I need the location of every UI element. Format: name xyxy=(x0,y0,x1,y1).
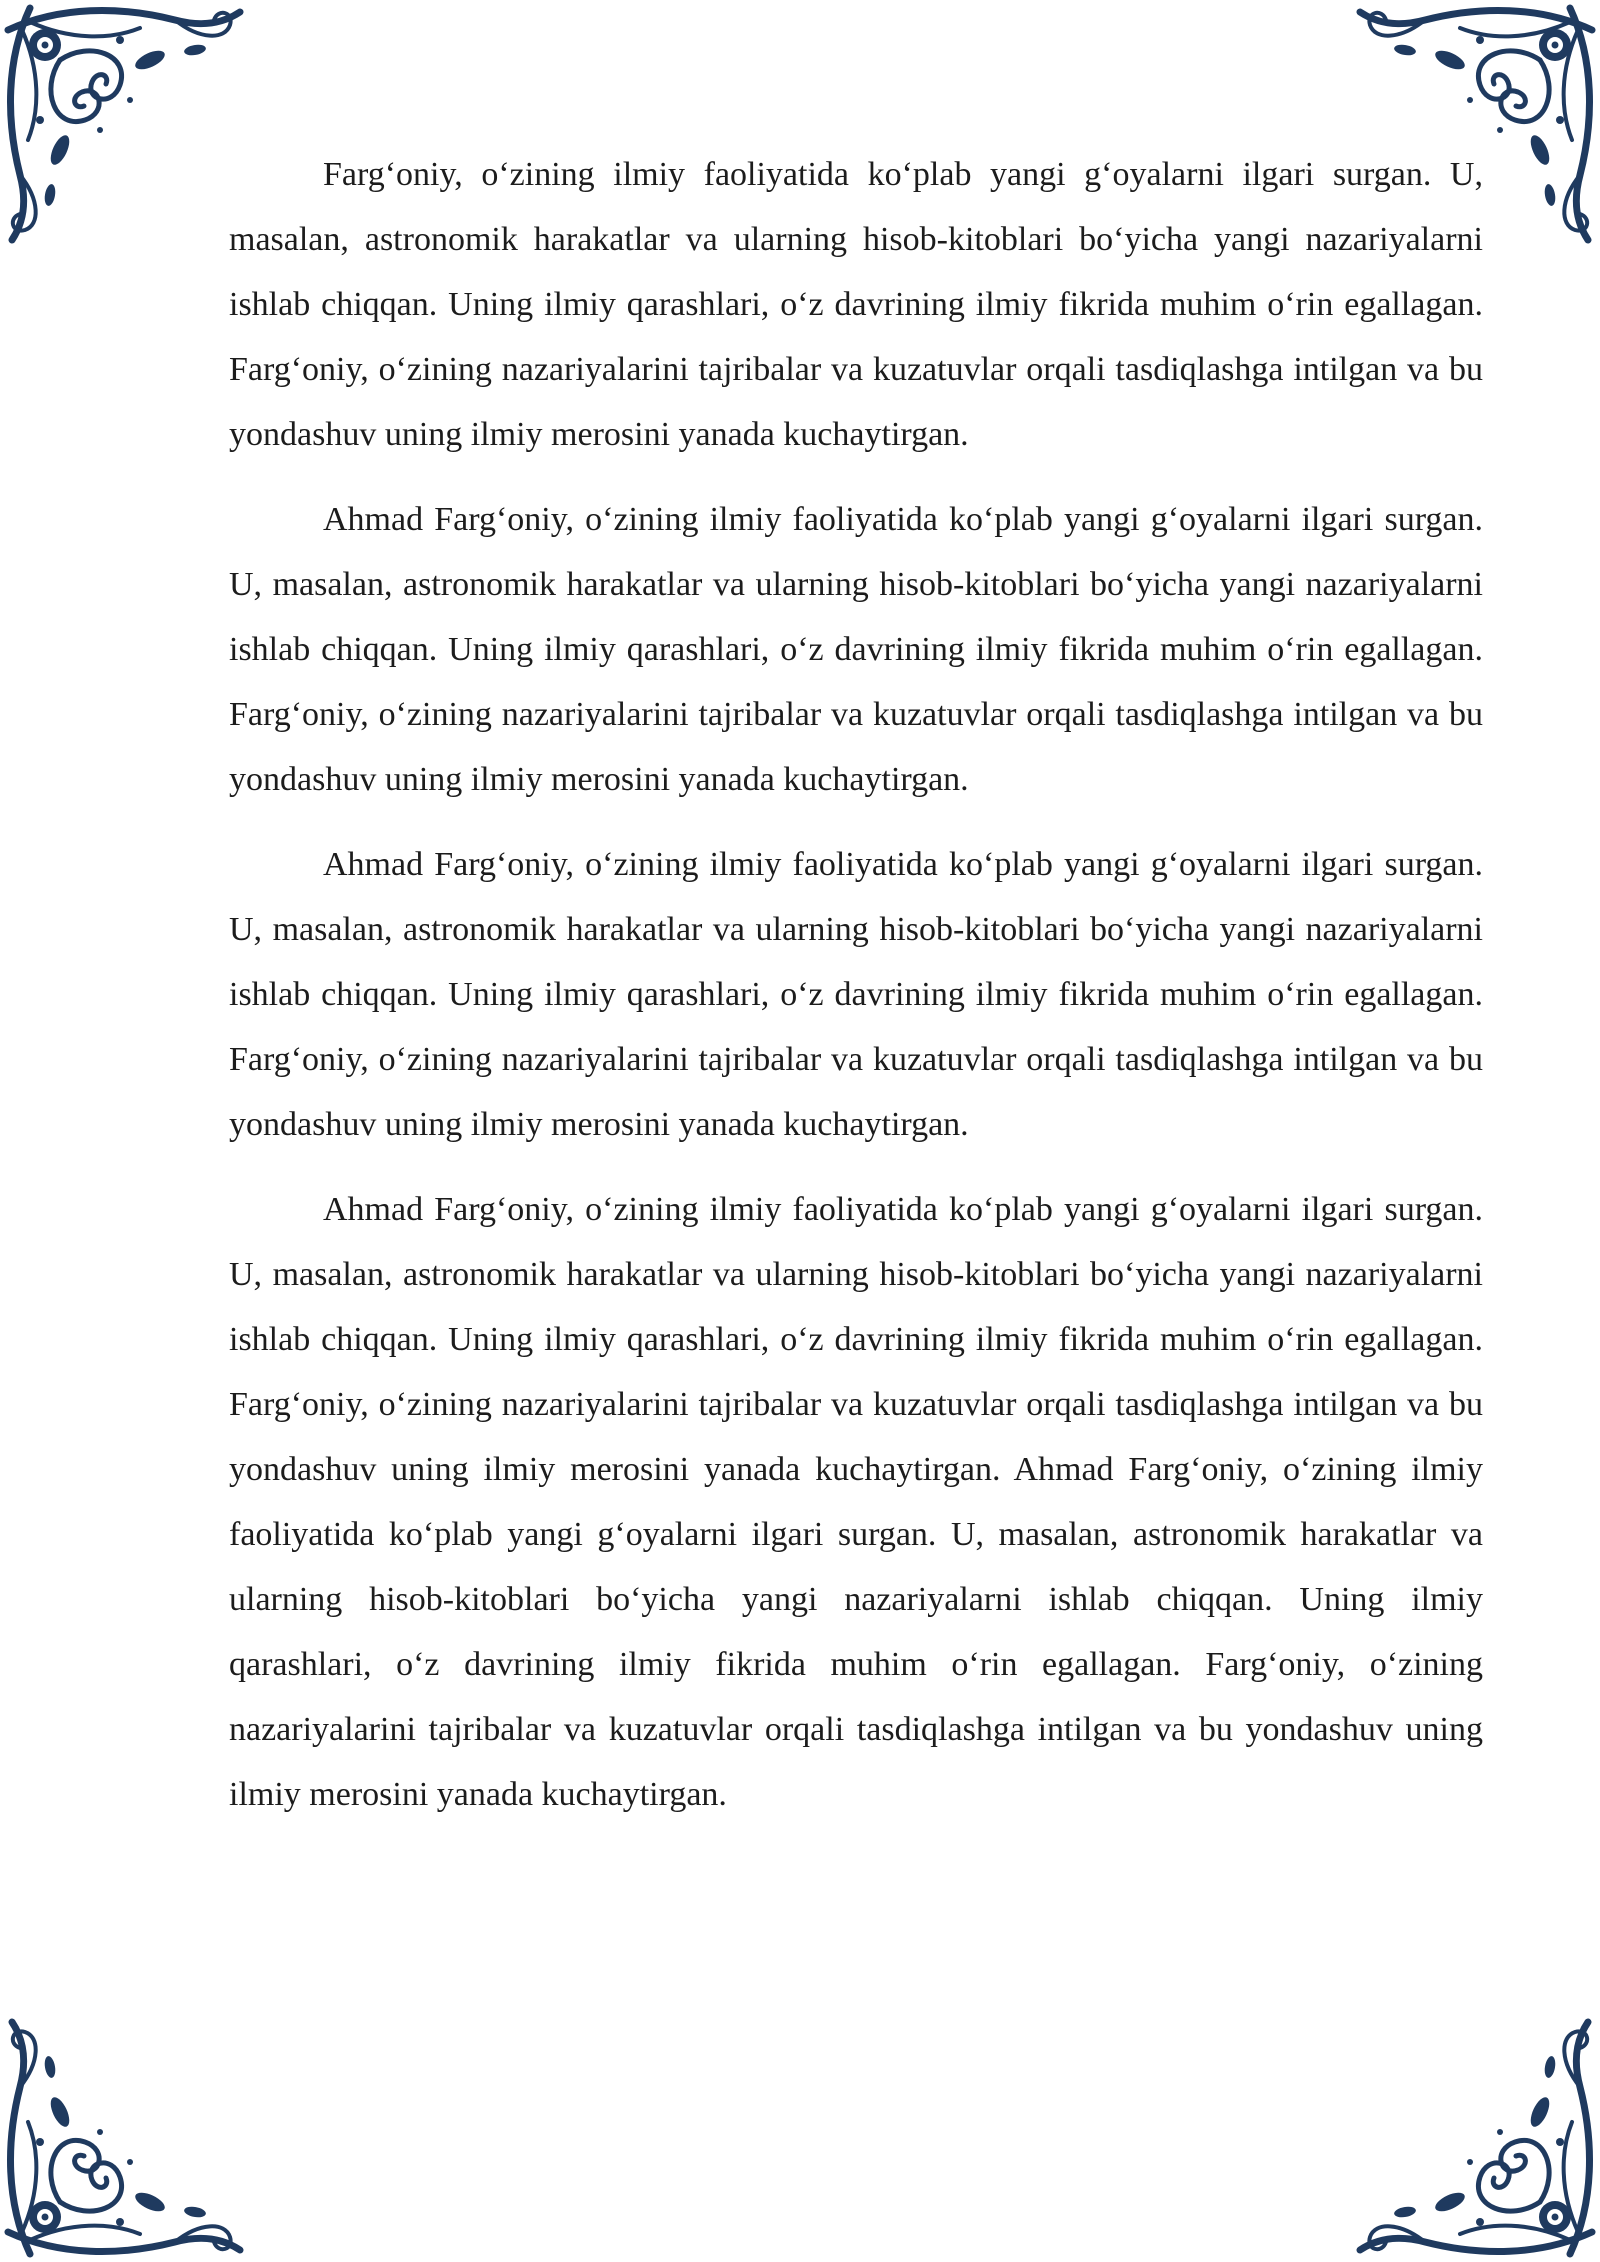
paragraph: Farg‘oniy, o‘zining ilmiy faoliyatida ko‘plab yangi g‘oyalarni ilgari surgan. U, masalan, astronomik harakatlar va ularning hisob-kitoblari bo‘yicha yangi nazariyalarni ishlab chiqqan. Uning ilmiy qarashlari, o‘z davrining ilmiy fikrida muhim o‘rin egallagan. Farg‘oniy, o‘zining nazariyalarini tajribalar va kuzatuvlar orqali tasdiqlashga intilgan va bu yondashuv uning ilmiy merosini yanada kuchaytirgan. xyxy=(229,156,1483,453)
paragraph: Ahmad Farg‘oniy, o‘zining ilmiy faoliyatida ko‘plab yangi g‘oyalarni ilgari surgan. U, masalan, astronomik harakatlar va ularning hisob-kitoblari bo‘yicha yangi nazariyalarni ishlab chiqqan. Uning ilmiy qarashlari, o‘z davrining ilmiy fikrida muhim o‘rin egallagan. Farg‘oniy, o‘zining nazariyalarini tajribalar va kuzatuvlar orqali tasdiqlashga intilgan va bu yondashuv uning ilmiy merosini yanada kuchaytirgan. Ahmad Farg‘oniy, o‘zining ilmiy faoliyatida ko‘plab yangi g‘oyalarni ilgari surgan. U, masalan, astronomik harakatlar va ularning hisob-kitoblari bo‘yicha yangi nazariyalarni ishlab chiqqan. Uning ilmiy qarashlari, o‘z davrining ilmiy fikrida muhim o‘rin egallagan. Farg‘oniy, o‘zining nazariyalarini tajribalar va kuzatuvlar orqali tasdiqlashga intilgan va bu yondashuv uning ilmiy merosini yanada kuchaytirgan. xyxy=(229,1191,1483,1813)
paragraph: Ahmad Farg‘oniy, o‘zining ilmiy faoliyatida ko‘plab yangi g‘oyalarni ilgari surgan. U, masalan, astronomik harakatlar va ularning hisob-kitoblari bo‘yicha yangi nazariyalarni ishlab chiqqan. Uning ilmiy qarashlari, o‘z davrining ilmiy fikrida muhim o‘rin egallagan. Farg‘oniy, o‘zining nazariyalarini tajribalar va kuzatuvlar orqali tasdiqlashga intilgan va bu yondashuv uning ilmiy merosini yanada kuchaytirgan. xyxy=(229,501,1483,798)
corner-ornament-bottom-right-icon xyxy=(1340,2002,1600,2262)
document-body xyxy=(229,142,1483,1847)
corner-ornament-top-left-icon xyxy=(0,0,260,260)
paragraph: Ahmad Farg‘oniy, o‘zining ilmiy faoliyatida ko‘plab yangi g‘oyalarni ilgari surgan. U, masalan, astronomik harakatlar va ularning hisob-kitoblari bo‘yicha yangi nazariyalarni ishlab chiqqan. Uning ilmiy qarashlari, o‘z davrining ilmiy fikrida muhim o‘rin egallagan. Farg‘oniy, o‘zining nazariyalarini tajribalar va kuzatuvlar orqali tasdiqlashga intilgan va bu yondashuv uning ilmiy merosini yanada kuchaytirgan. xyxy=(229,846,1483,1143)
corner-ornament-bottom-left-icon xyxy=(0,2002,260,2262)
